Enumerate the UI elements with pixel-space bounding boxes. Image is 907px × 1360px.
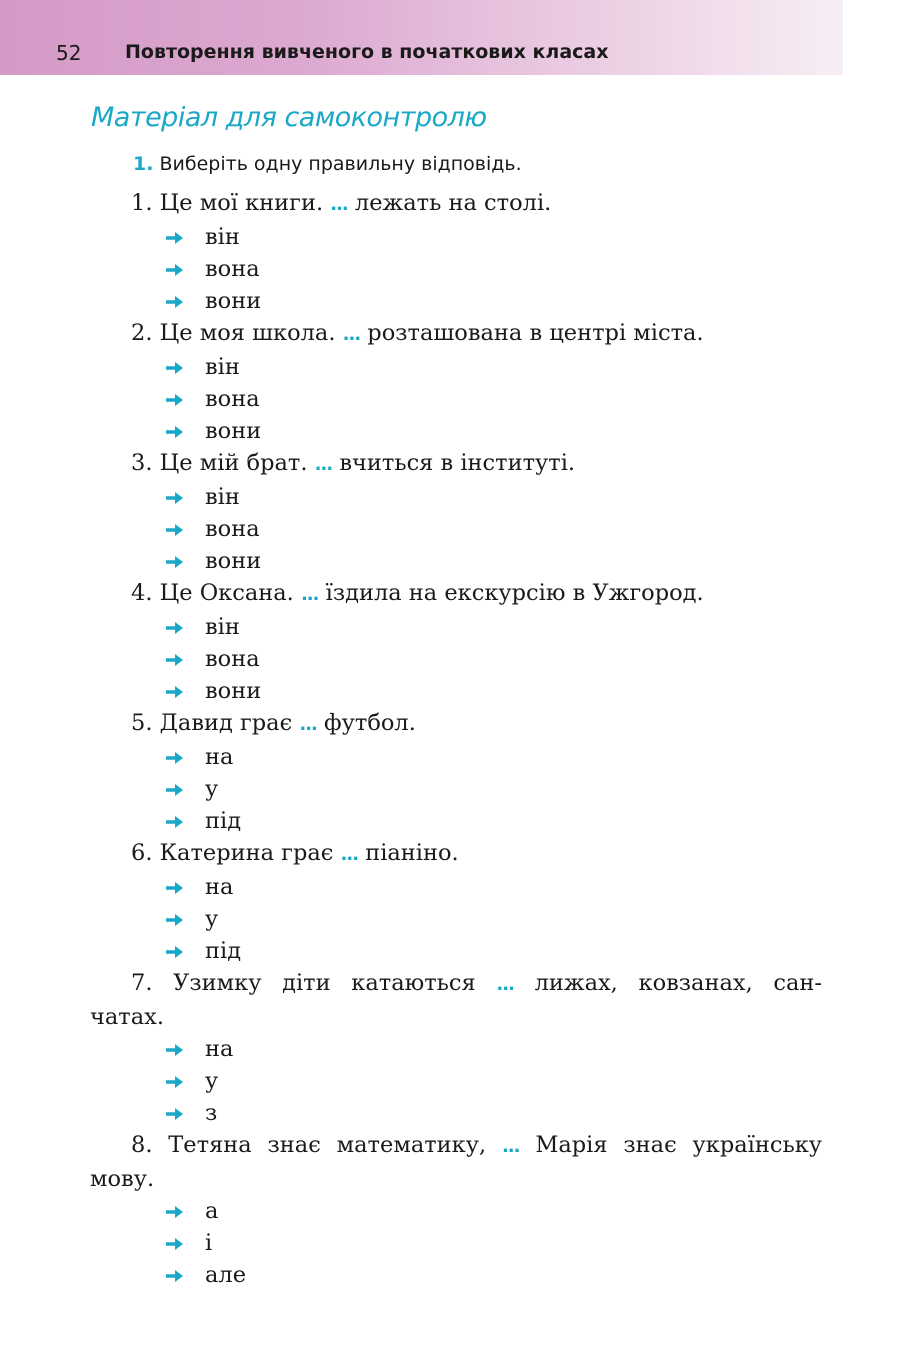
arrow-right-icon bbox=[166, 685, 205, 699]
arrow-right-icon bbox=[166, 295, 205, 309]
answer-option[interactable] bbox=[90, 285, 822, 317]
arrow-right-icon bbox=[166, 783, 205, 797]
answer-option[interactable] bbox=[90, 871, 822, 903]
question-7 bbox=[90, 967, 822, 1001]
answer-option-label: він bbox=[205, 354, 240, 380]
answer-option-label: вони bbox=[205, 288, 262, 314]
answer-option[interactable] bbox=[90, 611, 822, 643]
question-6 bbox=[90, 837, 822, 871]
answer-option[interactable] bbox=[90, 1259, 822, 1291]
arrow-right-icon bbox=[166, 913, 205, 927]
arrow-right-icon bbox=[166, 621, 205, 635]
arrow-right-icon bbox=[166, 555, 205, 569]
answer-option[interactable] bbox=[90, 643, 822, 675]
answer-option-label: під bbox=[205, 938, 242, 964]
task-number: 1. bbox=[133, 153, 154, 175]
answer-option[interactable] bbox=[90, 221, 822, 253]
question-text-before: 7. Узимку діти катаються bbox=[131, 970, 497, 996]
arrow-right-icon bbox=[166, 263, 205, 277]
question-text-after: лежать на столі. bbox=[347, 190, 552, 216]
arrow-right-icon bbox=[166, 491, 205, 505]
answer-option[interactable] bbox=[90, 1097, 822, 1129]
answer-option-label: у bbox=[205, 1068, 219, 1094]
arrow-right-icon bbox=[166, 1269, 205, 1283]
answer-option-label: вона bbox=[205, 256, 260, 282]
question-text-before: 4. Це Оксана. bbox=[131, 580, 301, 606]
answer-option-label: вони bbox=[205, 548, 262, 574]
answer-option-label: вона bbox=[205, 516, 260, 542]
task-text: Виберіть одну правильну відповідь. bbox=[159, 153, 522, 175]
question-1 bbox=[90, 187, 822, 221]
answer-option[interactable] bbox=[90, 253, 822, 285]
blank-placeholder: ... bbox=[314, 454, 333, 475]
question-continuation: чатах. bbox=[90, 1004, 164, 1030]
answer-option[interactable] bbox=[90, 935, 822, 967]
answer-option[interactable] bbox=[90, 351, 822, 383]
question-text-after: піаніно. bbox=[358, 840, 459, 866]
answer-option[interactable] bbox=[90, 903, 822, 935]
answer-option[interactable] bbox=[90, 545, 822, 577]
arrow-right-icon bbox=[166, 231, 205, 245]
answer-option[interactable] bbox=[90, 1033, 822, 1065]
task-instruction bbox=[133, 153, 522, 175]
answer-option-label: у bbox=[205, 776, 219, 802]
question-4 bbox=[90, 577, 822, 611]
section-title: Матеріал для самоконтролю bbox=[91, 102, 487, 133]
answer-option[interactable] bbox=[90, 415, 822, 447]
running-header-title: Повторення вивченого в початкових класах bbox=[125, 41, 609, 63]
page-number: 52 bbox=[56, 41, 82, 65]
question-text-after: їздила на екскурсію в Ужгород. bbox=[318, 580, 704, 606]
question-8 bbox=[90, 1129, 822, 1163]
answer-option-label: а bbox=[205, 1198, 219, 1224]
answer-option[interactable] bbox=[90, 481, 822, 513]
question-text-before: 1. Це мої книги. bbox=[131, 190, 331, 216]
page-header-band bbox=[0, 0, 843, 75]
question-text-after: лижах, ковзанах, сан- bbox=[513, 970, 823, 996]
arrow-right-icon bbox=[166, 523, 205, 537]
answer-option-label: вона bbox=[205, 646, 260, 672]
question-text-after: розташована в центрі міста. bbox=[360, 320, 704, 346]
answer-option[interactable] bbox=[90, 741, 822, 773]
answer-option[interactable] bbox=[90, 1227, 822, 1259]
answer-option-label: з bbox=[205, 1100, 218, 1126]
answer-option[interactable] bbox=[90, 513, 822, 545]
question-text-after: вчиться в інституті. bbox=[332, 450, 576, 476]
arrow-right-icon bbox=[166, 881, 205, 895]
arrow-right-icon bbox=[166, 653, 205, 667]
question-text-after: Марія знає українську bbox=[519, 1132, 822, 1158]
question-text-before: 5. Давид грає bbox=[131, 710, 300, 736]
answer-option-label: він bbox=[205, 484, 240, 510]
arrow-right-icon bbox=[166, 1043, 205, 1057]
blank-placeholder: ... bbox=[501, 1136, 520, 1157]
question-text-before: 6. Катерина грає bbox=[131, 840, 341, 866]
answer-option-label: на bbox=[205, 874, 234, 900]
answer-option[interactable] bbox=[90, 1195, 822, 1227]
answer-option-label: вони bbox=[205, 678, 262, 704]
arrow-right-icon bbox=[166, 1205, 205, 1219]
arrow-right-icon bbox=[166, 751, 205, 765]
answer-option-label: і bbox=[205, 1230, 213, 1256]
arrow-right-icon bbox=[166, 945, 205, 959]
answer-option-label: під bbox=[205, 808, 242, 834]
answer-option[interactable] bbox=[90, 805, 822, 837]
answer-option-label: але bbox=[205, 1262, 247, 1288]
answer-option-label: він bbox=[205, 614, 240, 640]
arrow-right-icon bbox=[166, 361, 205, 375]
answer-option-label: на bbox=[205, 1036, 234, 1062]
blank-placeholder: ... bbox=[300, 584, 319, 605]
arrow-right-icon bbox=[166, 1237, 205, 1251]
blank-placeholder: ... bbox=[342, 324, 361, 345]
question-text-before: 3. Це мій брат. bbox=[131, 450, 315, 476]
answer-option-label: у bbox=[205, 906, 219, 932]
blank-placeholder: ... bbox=[299, 714, 317, 735]
question-3 bbox=[90, 447, 822, 481]
question-text-before: 8. Тетяна знає математику, bbox=[131, 1132, 502, 1158]
question-text-after: футбол. bbox=[316, 710, 416, 736]
question-5 bbox=[90, 707, 822, 741]
question-continuation: мову. bbox=[90, 1166, 155, 1192]
arrow-right-icon bbox=[166, 1075, 205, 1089]
arrow-right-icon bbox=[166, 1107, 205, 1121]
answer-option[interactable] bbox=[90, 773, 822, 805]
blank-placeholder: ... bbox=[340, 844, 359, 865]
answer-option-label: на bbox=[205, 744, 234, 770]
question-2 bbox=[90, 317, 822, 351]
answer-option[interactable] bbox=[90, 383, 822, 415]
blank-placeholder: ... bbox=[496, 974, 514, 995]
arrow-right-icon bbox=[166, 393, 205, 407]
question-text-before: 2. Це моя школа. bbox=[131, 320, 343, 346]
answer-option-label: він bbox=[205, 224, 240, 250]
answer-option-label: вона bbox=[205, 386, 260, 412]
answer-option-label: вони bbox=[205, 418, 262, 444]
question-list bbox=[90, 187, 822, 1291]
answer-option[interactable] bbox=[90, 675, 822, 707]
arrow-right-icon bbox=[166, 425, 205, 439]
answer-option[interactable] bbox=[90, 1065, 822, 1097]
arrow-right-icon bbox=[166, 815, 205, 829]
blank-placeholder: ... bbox=[330, 194, 348, 215]
